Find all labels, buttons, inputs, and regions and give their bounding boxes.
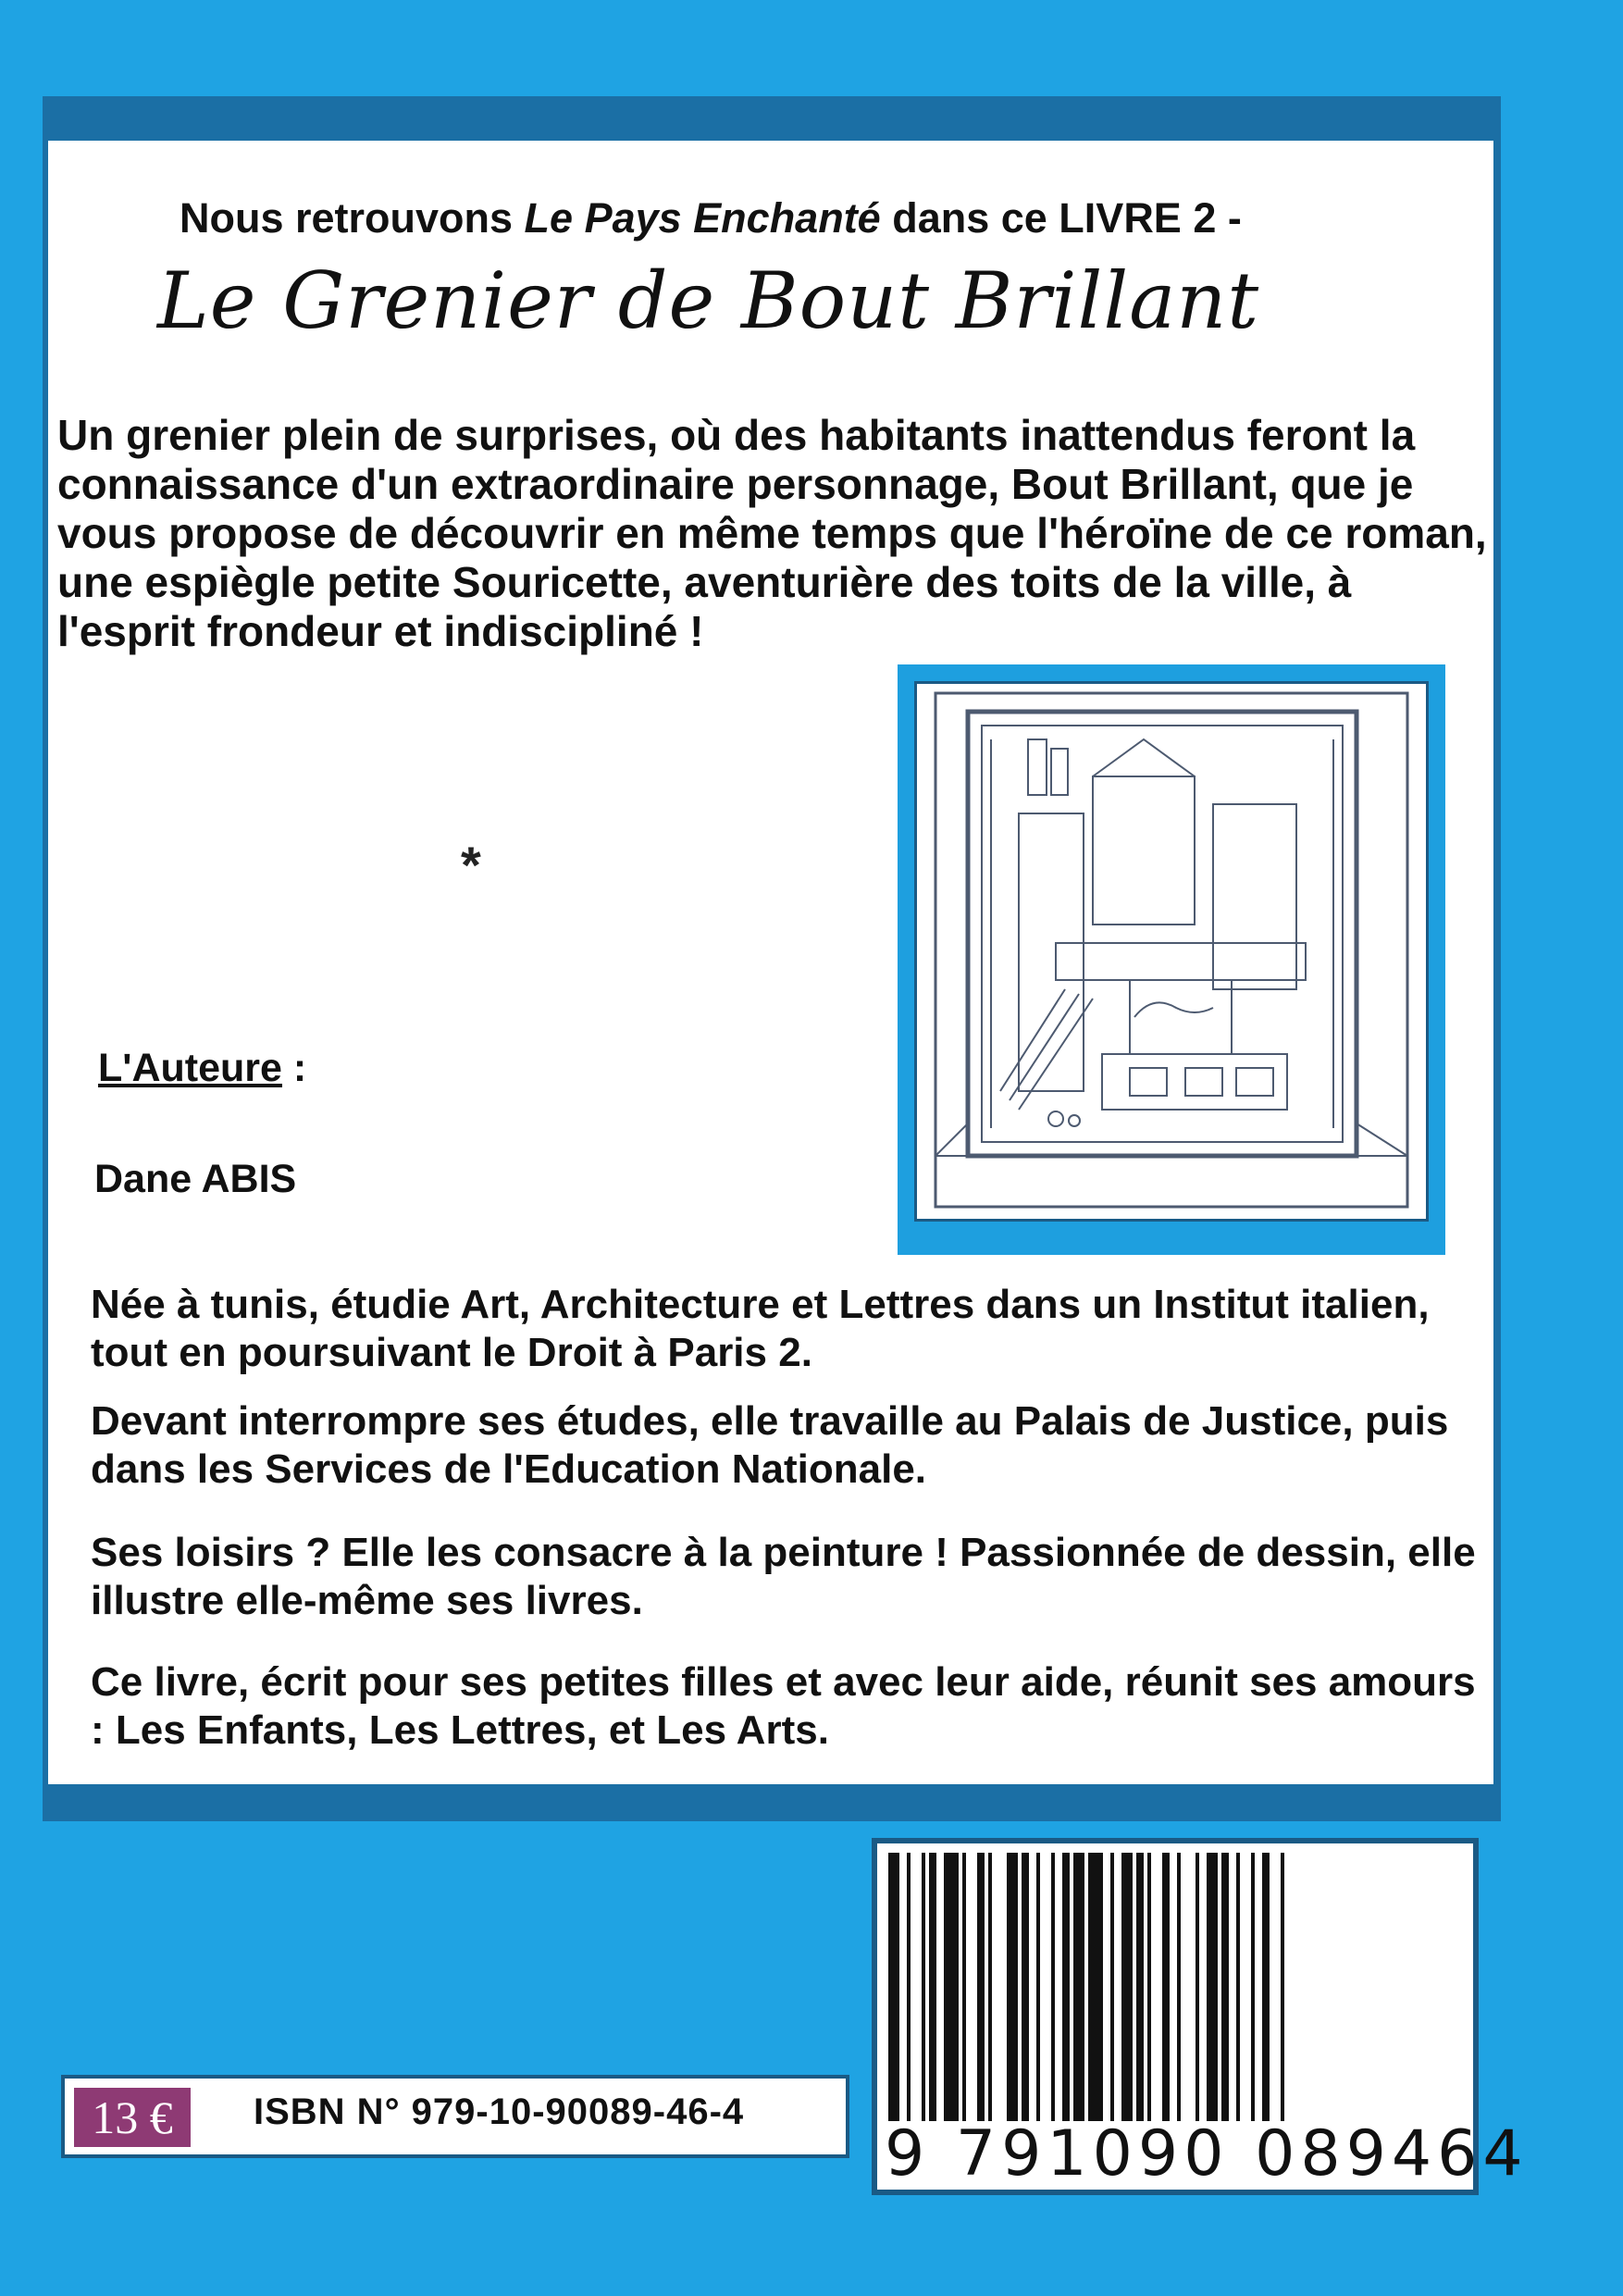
- bio-paragraph: Ses loisirs ? Elle les consacre à la peinture ! Passionnée de dessin, elle illustre elle-même ses livres.: [91, 1530, 1476, 1623]
- intro-line: Nous retrouvons Le Pays Enchanté dans ce LIVRE 2 -: [180, 194, 1242, 242]
- bio-paragraph: Ce livre, écrit pour ses petites filles et avec leur aide, réunit ses amours : Les Enfants, Les Lettres, et Les Arts.: [91, 1659, 1476, 1753]
- bio-paragraph: Devant interrompre ses études, elle travaille au Palais de Justice, puis dans les Services de l'Education Nationale.: [91, 1398, 1449, 1492]
- price-badge: 13 €: [74, 2088, 191, 2147]
- author-label: L'Auteure :: [98, 1046, 307, 1090]
- bio-paragraph: Née à tunis, étudie Art, Architecture et Lettres dans un Institut italien, tout en poursuivant le Droit à Paris 2.: [91, 1282, 1430, 1375]
- synopsis: Un grenier plein de surprises, où des habitants inattendus feront la connaissance d'un extraordinaire personnage, Bout Brillant, que je vous propose de découvrir en même temps que l'héroïne de ce roman, une espiègle petite Souricette, aventurière des toits de la ville, à l'esprit frondeur et indiscipliné !: [57, 411, 1487, 655]
- book-title: Le Grenier de Bout Brillant: [157, 255, 1260, 346]
- illustration-frame: [898, 664, 1445, 1255]
- separator-asterisk: *: [461, 836, 481, 894]
- barcode-digits: 9 791090 089464: [885, 2117, 1529, 2191]
- barcode-bars-icon: [883, 1853, 1475, 2121]
- price-isbn-box: [61, 2075, 849, 2158]
- isbn-label: ISBN N° 979-10-90089-46-4: [254, 2091, 745, 2132]
- attic-window-illustration: [914, 681, 1429, 1222]
- author-name: Dane ABIS: [94, 1157, 297, 1201]
- back-cover-panel: [48, 141, 1493, 1784]
- attic-sketch-icon: [917, 684, 1426, 1219]
- barcode: [872, 1838, 1529, 2195]
